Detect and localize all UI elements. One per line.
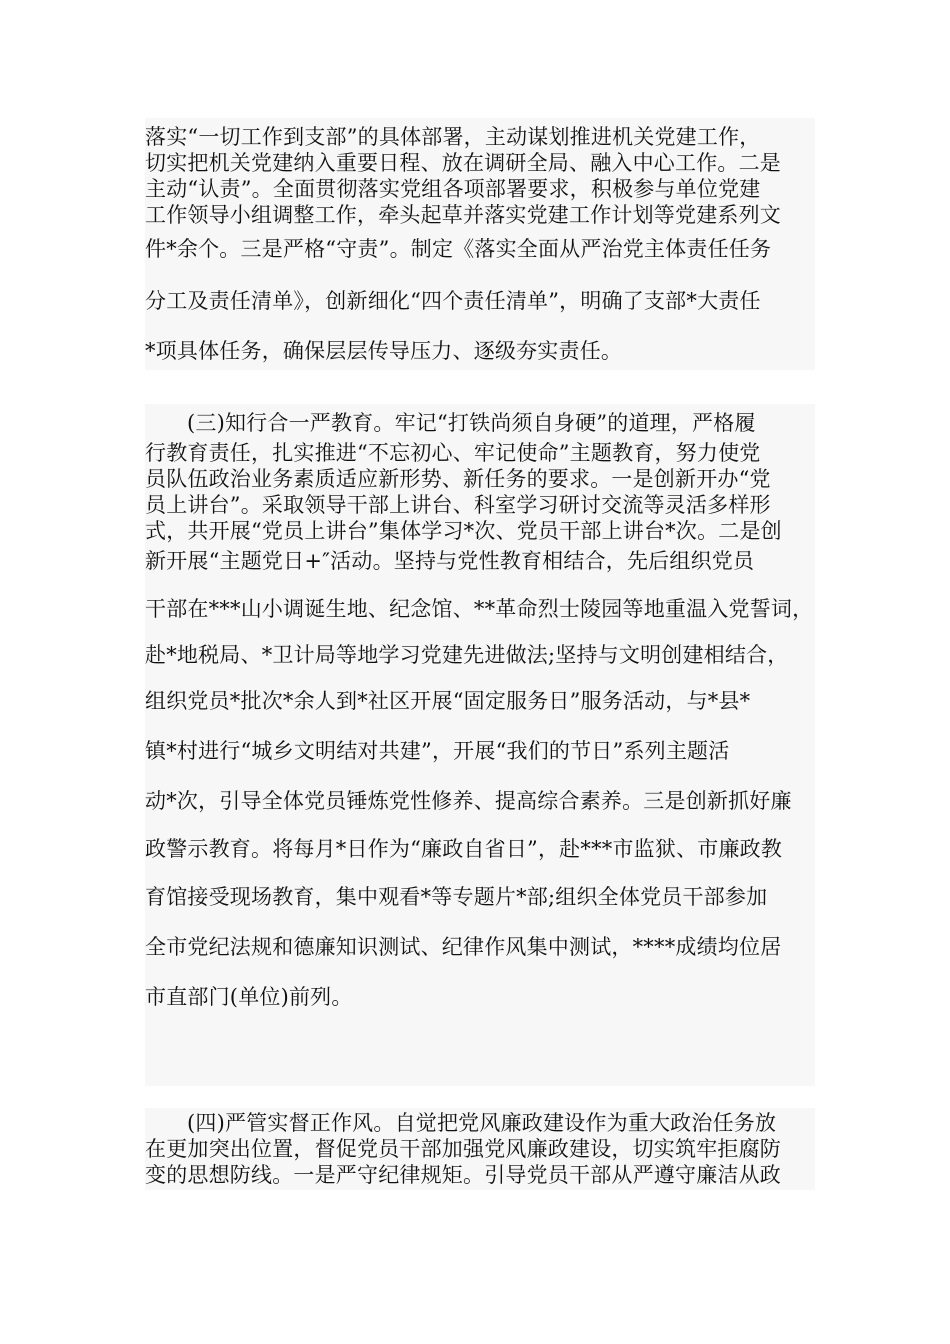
text-line: 行教育责任，扎实推进“不忘初心、牢记使命”主题教育，努力使党 <box>145 441 761 465</box>
paragraph-3 <box>145 1108 815 1190</box>
text-line: 件*余个。三是严格“守责”。制定《落实全面从严治党主体责任任务 <box>145 237 772 261</box>
paragraph-2 <box>145 404 815 1086</box>
text-line: 变的思想防线。一是严守纪律规矩。引导党员干部从严遵守廉洁从政 <box>145 1163 781 1187</box>
text-line: 分工及责任清单》，创新细化“四个责任清单”，明确了支部*大责任 <box>145 289 761 313</box>
text-line: 新开展“主题党日+″活动。坚持与党性教育相结合，先后组织党员 <box>145 549 755 573</box>
text-line: 市直部门(单位)前列。 <box>145 985 353 1009</box>
text-line: 主动“认责”。全面贯彻落实党组各项部署要求，积极参与单位党建 <box>145 177 761 201</box>
text-line: *项具体任务，确保层层传导压力、逐级夯实责任。 <box>145 339 623 363</box>
section-heading-line: (三)知行合一严教育。牢记“打铁尚须自身硬”的道理，严格履 <box>187 411 756 435</box>
paragraph-1 <box>145 118 815 370</box>
text-line: 员上讲台”。采取领导干部上讲台、科室学习研讨交流等灵活多样形 <box>145 493 771 517</box>
text-line: 育馆接受现场教育，集中观看*等专题片*部;组织全体党员干部参加 <box>145 885 768 909</box>
text-line: 在更加突出位置，督促党员干部加强党风廉政建设，切实筑牢拒腐防 <box>145 1137 781 1161</box>
text-line: 干部在***山小调诞生地、纪念馆、**革命烈士陵园等地重温入党誓词， <box>145 597 814 621</box>
text-line: 政警示教育。将每月*日作为“廉政自省日”，赴***市监狱、市廉政教 <box>145 837 783 861</box>
text-line: 式，共开展“党员上讲台”集体学习*次、党员干部上讲台*次。二是创 <box>145 519 782 543</box>
section-heading-line: (四)严管实督正作风。自觉把党风廉政建设作为重大政治任务放 <box>187 1111 777 1135</box>
text-line: 员队伍政治业务素质适应新形势、新任务的要求。一是创新开办“党 <box>145 467 771 491</box>
text-line: 落实“一切工作到支部”的具体部署，主动谋划推进机关党建工作， <box>145 125 761 149</box>
text-line: 镇*村进行“城乡文明结对共建”，开展“我们的节日”系列主题活 <box>145 739 730 763</box>
text-line: 动*次，引导全体党员锤炼党性修养、提高综合素养。三是创新抓好廉 <box>145 789 792 813</box>
text-line: 全市党纪法规和德廉知识测试、纪律作风集中测试，****成绩均位居 <box>145 935 782 959</box>
text-line: 切实把机关党建纳入重要日程、放在调研全局、融入中心工作。二是 <box>145 151 781 175</box>
text-line: 工作领导小组调整工作，牵头起草并落实党建工作计划等党建系列文 <box>145 203 781 227</box>
text-line: 赴*地税局、*卫计局等地学习党建先进做法;坚持与文明创建相结合， <box>145 643 789 667</box>
text-line: 组织党员*批次*余人到*社区开展“固定服务日”服务活动，与*县* <box>145 689 751 713</box>
